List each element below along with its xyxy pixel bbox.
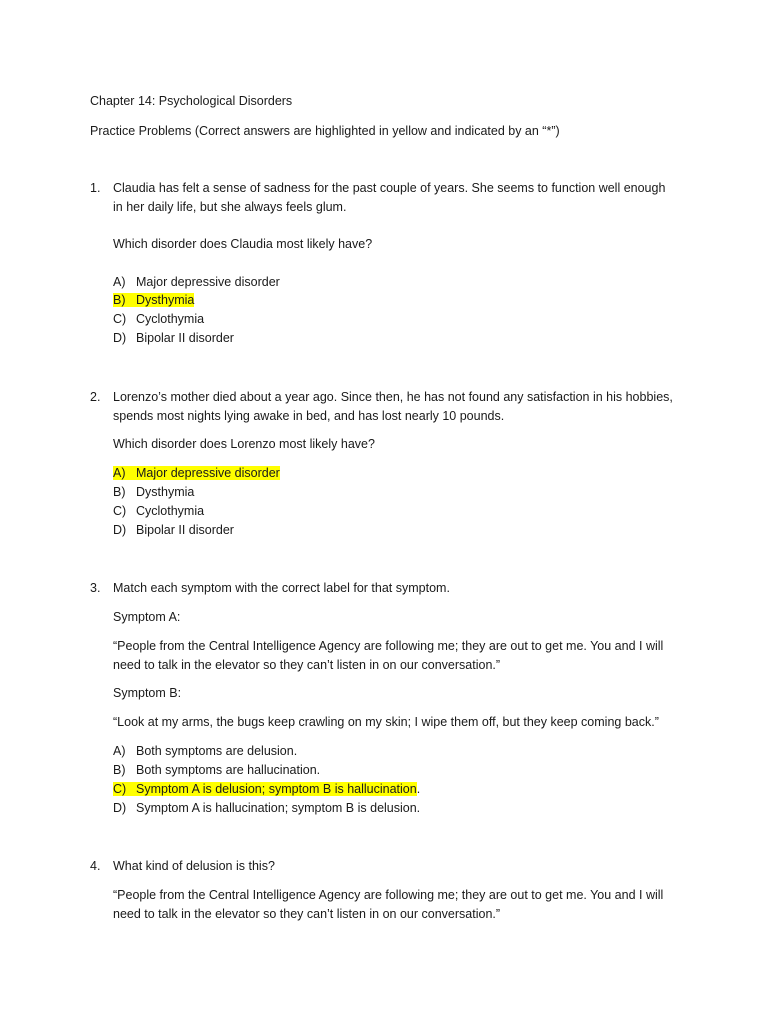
quote-line: need to talk in the elevator so they can’t listen in on our conversation.” (113, 907, 501, 921)
question-number: 2. (90, 390, 101, 404)
option-letter-correct: B) (113, 293, 134, 307)
option-letter: D) (113, 331, 127, 345)
option-text: Bipolar II disorder (136, 523, 234, 537)
quote-line: “People from the Central Intelligence Agency are following me; they are out to get me. You and I will (113, 888, 664, 902)
option-letter: D) (113, 523, 127, 537)
question-stem: What kind of delusion is this? (113, 859, 275, 873)
option-letter: B) (113, 485, 126, 499)
question-stem-line: Lorenzo’s mother died about a year ago. Since then, he has not found any satisfaction in his hobbies, (113, 390, 673, 404)
symptom-b-quote: “Look at my arms, the bugs keep crawling on my skin; I wipe them off, but they keep coming back.” (113, 715, 659, 729)
symptom-a-quote-line: need to talk in the elevator so they can’t listen in on our conversation.” (113, 658, 501, 672)
question-prompt: Which disorder does Lorenzo most likely have? (113, 437, 375, 451)
option-text: Dysthymia (136, 485, 195, 499)
question-stem-line: spends most nights lying awake in bed, and has lost nearly 10 pounds. (113, 409, 505, 423)
option-text: Both symptoms are delusion. (136, 744, 298, 758)
option-letter-correct: C) (113, 782, 134, 796)
option-trailing-period: . (416, 782, 421, 796)
option-letter-correct: A) (113, 466, 134, 480)
option-letter: A) (113, 744, 126, 758)
question-stem-line: in her daily life, but she always feels glum. (113, 200, 347, 214)
question-number: 3. (90, 581, 101, 595)
option-text-correct: Symptom A is delusion; symptom B is hallucination (136, 782, 417, 796)
option-text: Both symptoms are hallucination. (136, 763, 321, 777)
option-letter: A) (113, 275, 126, 289)
option-text: Symptom A is hallucination; symptom B is delusion. (136, 801, 421, 815)
question-stem-line: Claudia has felt a sense of sadness for the past couple of years. She seems to function well enough (113, 181, 666, 195)
question-number: 4. (90, 859, 101, 873)
chapter-title: Chapter 14: Psychological Disorders (90, 94, 293, 108)
symptom-a-label: Symptom A: (113, 610, 181, 624)
practice-intro: Practice Problems (Correct answers are highlighted in yellow and indicated by an “*”) (90, 124, 560, 138)
option-text: Bipolar II disorder (136, 331, 234, 345)
option-letter: C) (113, 504, 127, 518)
option-letter: C) (113, 312, 127, 326)
option-letter: D) (113, 801, 127, 815)
option-letter: B) (113, 763, 126, 777)
question-prompt: Which disorder does Claudia most likely have? (113, 237, 373, 251)
symptom-a-quote-line: “People from the Central Intelligence Agency are following me; they are out to get me. You and I will (113, 639, 664, 653)
option-text-correct: Dysthymia (136, 293, 195, 307)
option-text: Major depressive disorder (136, 275, 280, 289)
option-text: Cyclothymia (136, 312, 205, 326)
option-text: Cyclothymia (136, 504, 205, 518)
option-text-correct-wrap (134, 782, 420, 796)
question-stem: Match each symptom with the correct label for that symptom. (113, 581, 450, 595)
symptom-b-label: Symptom B: (113, 686, 182, 700)
option-text-correct: Major depressive disorder (136, 466, 280, 480)
question-number: 1. (90, 181, 101, 195)
